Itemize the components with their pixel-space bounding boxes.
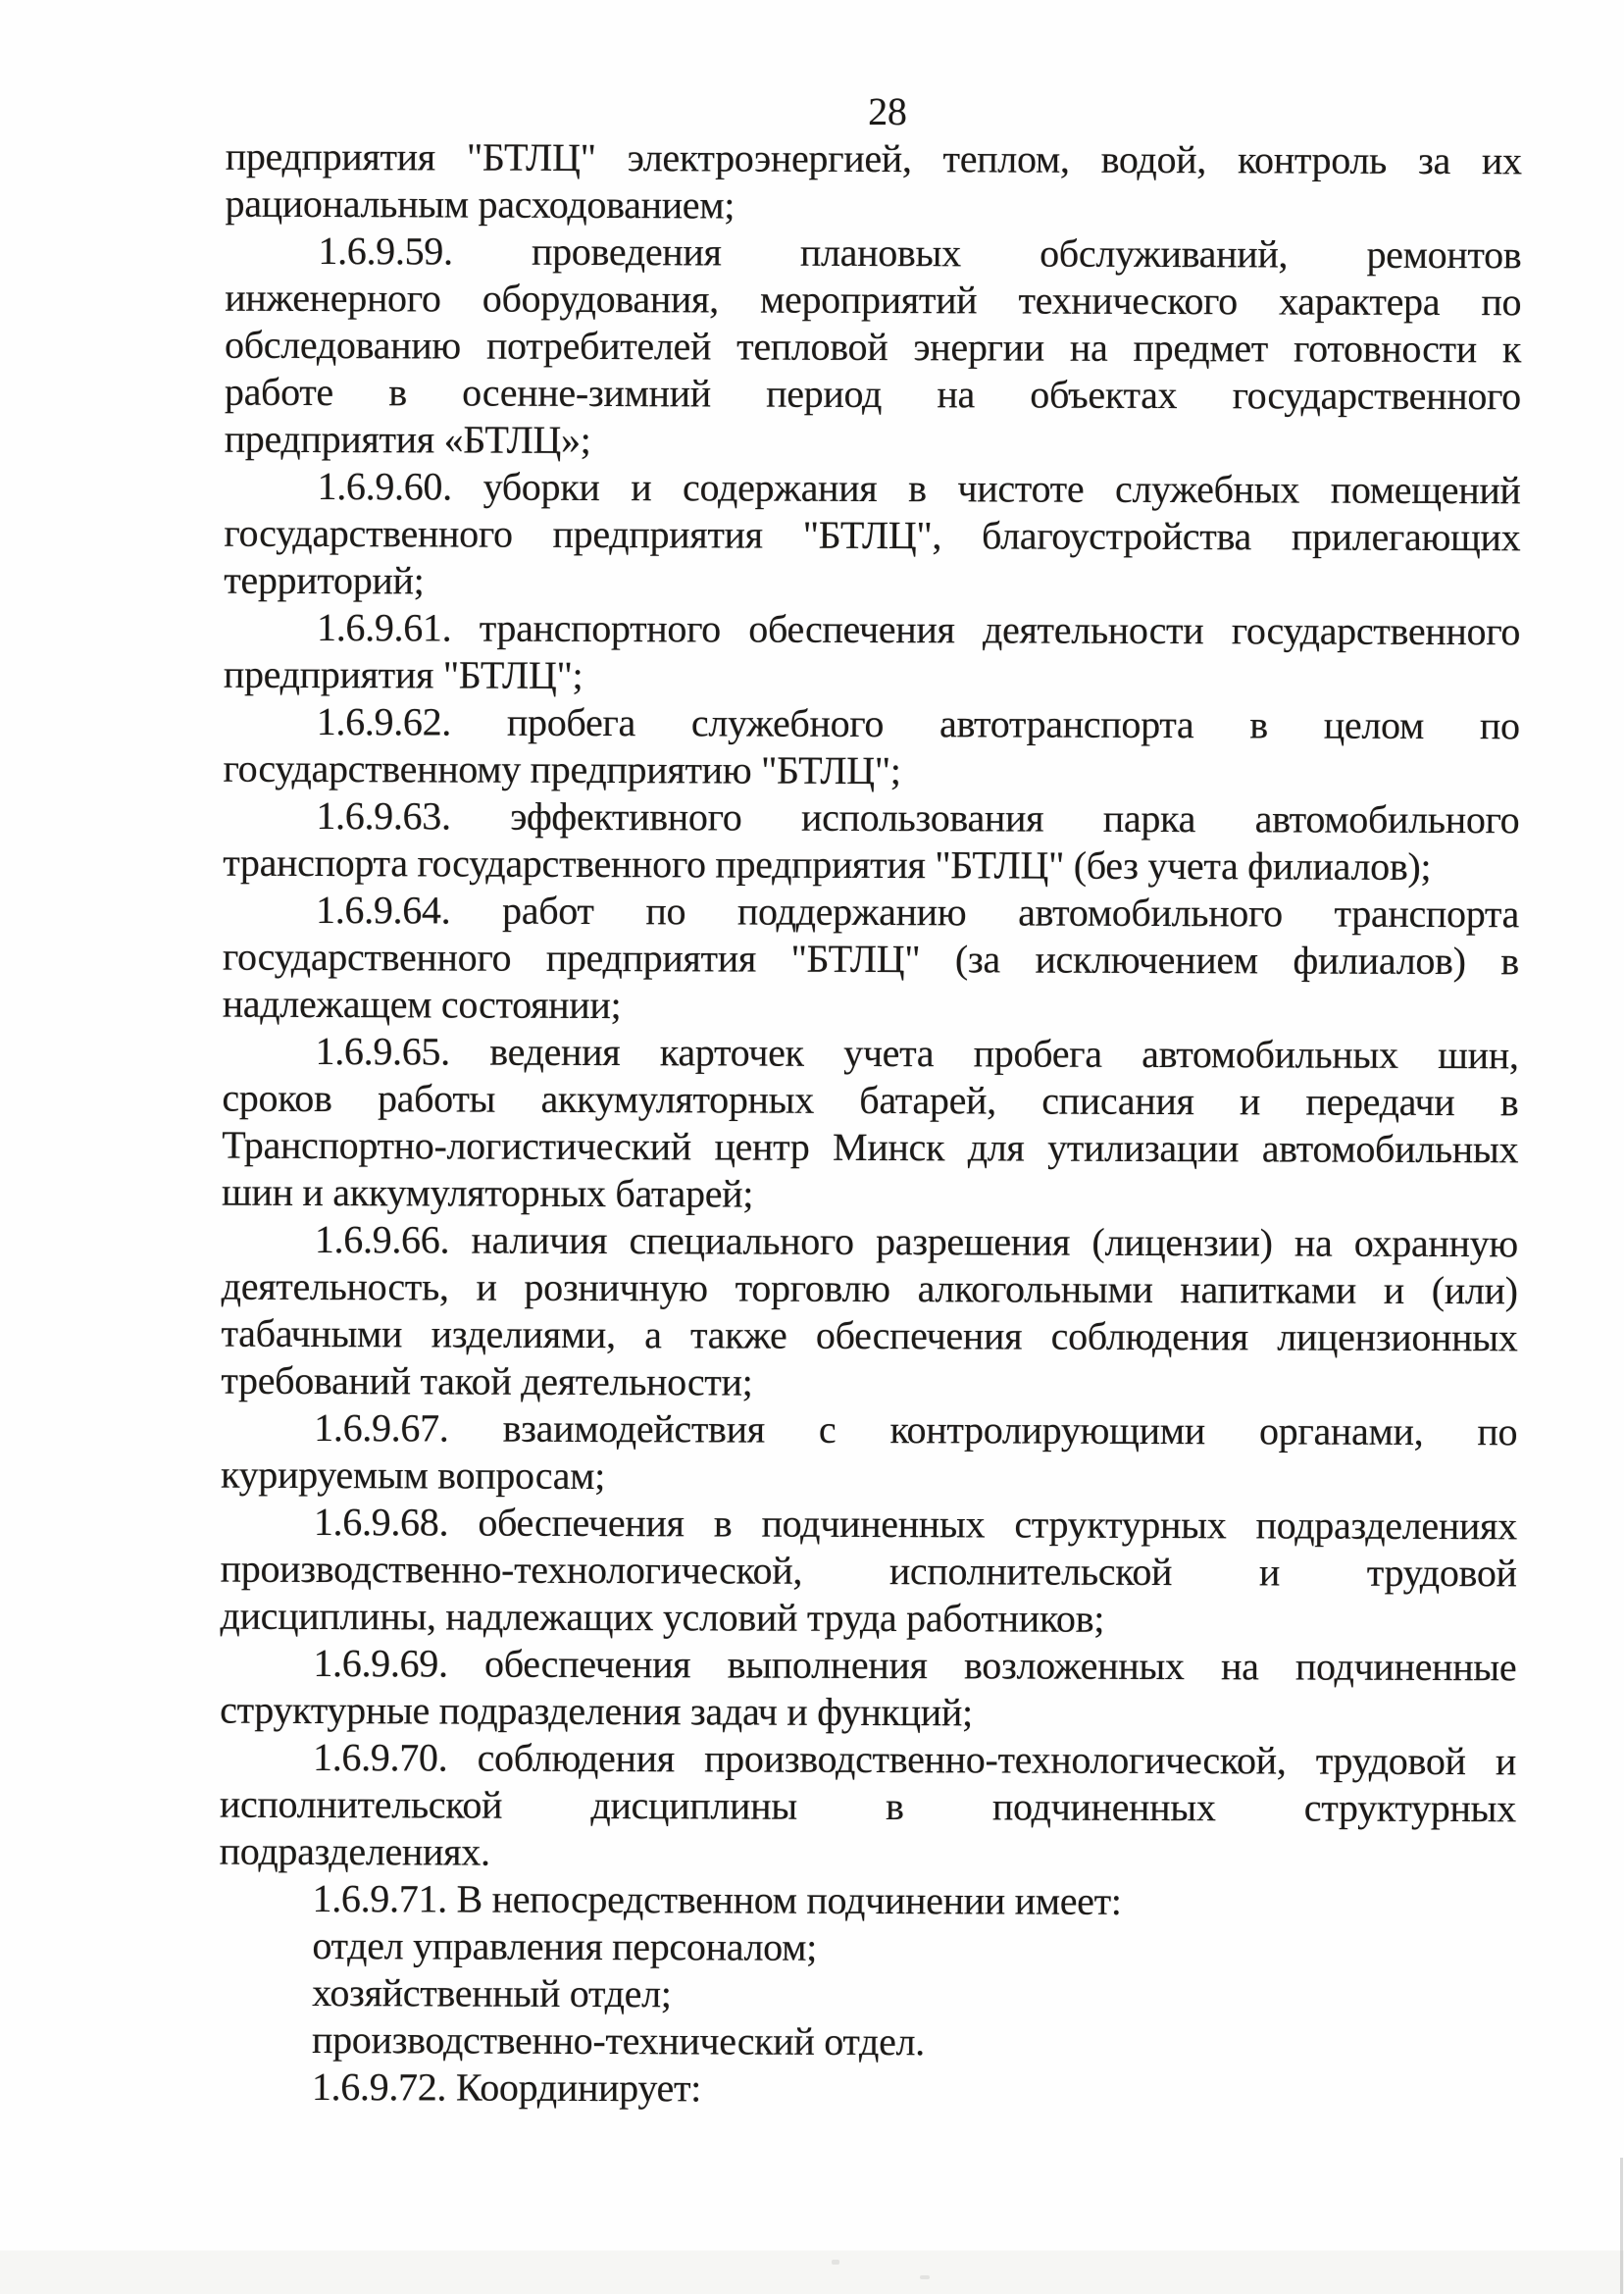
text-line: исполнительской дисциплины в подчиненных структурных bbox=[219, 1781, 1516, 1831]
text-line: государственного предприятия "БТЛЦ" (за исключением филиалов) в bbox=[222, 934, 1519, 984]
clause-1-6-9-61 bbox=[224, 604, 1520, 703]
text-line: деятельность, и розничную торговлю алкогольными напитками и (или) bbox=[221, 1263, 1518, 1313]
text-line: 1.6.9.65. ведения карточек учета пробега автомобильных шин, bbox=[315, 1029, 1519, 1078]
text-line: 1.6.9.72. Координирует: bbox=[311, 2065, 702, 2111]
clause-1-6-9-60 bbox=[224, 463, 1520, 609]
text-line: 1.6.9.66. наличия специального разрешения (лицензии) на охранную bbox=[314, 1217, 1518, 1266]
list-item-hr-department bbox=[219, 1922, 1515, 1974]
clause-1-6-9-64 bbox=[223, 887, 1519, 1033]
clause-1-6-9-66 bbox=[221, 1216, 1518, 1409]
document-body bbox=[219, 133, 1522, 2116]
text-line: подразделениях. bbox=[219, 1828, 490, 1874]
text-line: 1.6.9.71. В непосредственном подчинении имеет: bbox=[312, 1876, 1122, 1923]
scan-right-edge-artifact bbox=[1620, 2158, 1623, 2294]
clause-1-6-9-68 bbox=[220, 1499, 1516, 1645]
text-line: предприятия «БТЛЦ»; bbox=[224, 416, 591, 462]
text-line: 1.6.9.67. взаимодействия с контролирующими органами, по bbox=[314, 1405, 1518, 1454]
clause-1-6-9-63 bbox=[223, 792, 1519, 892]
text-line: транспорта государственного предприятия "БТЛЦ" (без учета филиалов); bbox=[223, 840, 1432, 889]
text-line: надлежащем состоянии; bbox=[222, 981, 622, 1028]
text-line: 1.6.9.69. обеспечения выполнения возложенных на подчиненные bbox=[313, 1641, 1517, 1690]
text-line: 1.6.9.63. эффективного использования парка автомобильного bbox=[316, 793, 1520, 842]
text-line: шин и аккумуляторных батарей; bbox=[221, 1169, 754, 1216]
clause-1-6-9-70 bbox=[220, 1734, 1516, 1880]
clause-1-6-9-69 bbox=[220, 1640, 1516, 1739]
scan-bottom-band-artifact bbox=[0, 2250, 1624, 2294]
text-line: 1.6.9.59. проведения плановых обслуживаний, ремонтов bbox=[318, 229, 1522, 278]
text-line: предприятия "БТЛЦ" электроэнергией, теплом, водой, контроль за их bbox=[225, 133, 1522, 183]
text-column bbox=[219, 86, 1522, 2116]
text-line: требований такой деятельности; bbox=[221, 1357, 753, 1404]
text-line: обследованию потребителей тепловой энергии на предмет готовности к bbox=[225, 322, 1522, 372]
text-line: производственно-технический отдел. bbox=[311, 2017, 926, 2065]
text-line: отдел управления персоналом; bbox=[312, 1923, 818, 1969]
text-line: 1.6.9.60. уборки и содержания в чистоте служебных помещений bbox=[317, 464, 1521, 513]
page-number: 28 bbox=[868, 88, 907, 134]
text-line: Транспортно-логистический центр Минск для утилизации автомобильных bbox=[222, 1122, 1519, 1172]
text-line: 1.6.9.62. пробега служебного автотранспорта в целом по bbox=[316, 699, 1520, 748]
clause-1-6-9-65 bbox=[222, 1028, 1519, 1221]
text-line: 1.6.9.61. транспортного обеспечения деятельности государственного bbox=[316, 605, 1521, 654]
text-line: территорий; bbox=[224, 557, 425, 603]
text-line: 1.6.9.70. соблюдения производственно-технологической, трудовой и bbox=[312, 1735, 1517, 1784]
clause-1-6-9-67 bbox=[221, 1404, 1517, 1504]
text-line: табачными изделиями, а также обеспечения соблюдения лицензионных bbox=[221, 1310, 1518, 1360]
text-line: предприятия "БТЛЦ"; bbox=[223, 651, 584, 697]
text-line: государственного предприятия "БТЛЦ", благоустройства прилегающих bbox=[224, 510, 1521, 560]
list-item-household-department bbox=[219, 1969, 1515, 2021]
text-line: дисциплины, надлежащих условий труда работников; bbox=[220, 1593, 1105, 1641]
text-line: структурные подразделения задач и функций; bbox=[220, 1687, 973, 1735]
text-line: 1.6.9.68. обеспечения в подчиненных структурных подразделениях bbox=[313, 1500, 1517, 1549]
clause-1-6-9-59 bbox=[225, 228, 1522, 468]
text-line: государственному предприятию "БТЛЦ"; bbox=[223, 745, 901, 793]
text-line: работе в осенне-зимний период на объектах государственного bbox=[224, 369, 1521, 419]
clause-1-6-9-72 bbox=[219, 2064, 1515, 2116]
text-line: хозяйственный отдел; bbox=[312, 1970, 672, 2016]
scan-speck-artifact bbox=[920, 2275, 930, 2279]
clause-1-6-9-62 bbox=[223, 698, 1519, 797]
text-line: 1.6.9.64. работ по поддержанию автомобильного транспорта bbox=[315, 888, 1520, 937]
list-item-production-technical-department bbox=[219, 2016, 1515, 2068]
text-line: рациональным расходованием; bbox=[225, 180, 736, 228]
scan-speck-artifact bbox=[832, 2260, 839, 2265]
text-line: инженерного оборудования, мероприятий технического характера по bbox=[225, 275, 1522, 325]
text-line: производственно-технологической, исполнительской и трудовой bbox=[220, 1546, 1517, 1596]
clause-1-6-9-71 bbox=[219, 1875, 1515, 1927]
text-line: сроков работы аккумуляторных батарей, списания и передачи в bbox=[222, 1075, 1519, 1125]
text-line: курируемым вопросам; bbox=[220, 1452, 606, 1499]
paragraph-continuation bbox=[226, 133, 1522, 232]
